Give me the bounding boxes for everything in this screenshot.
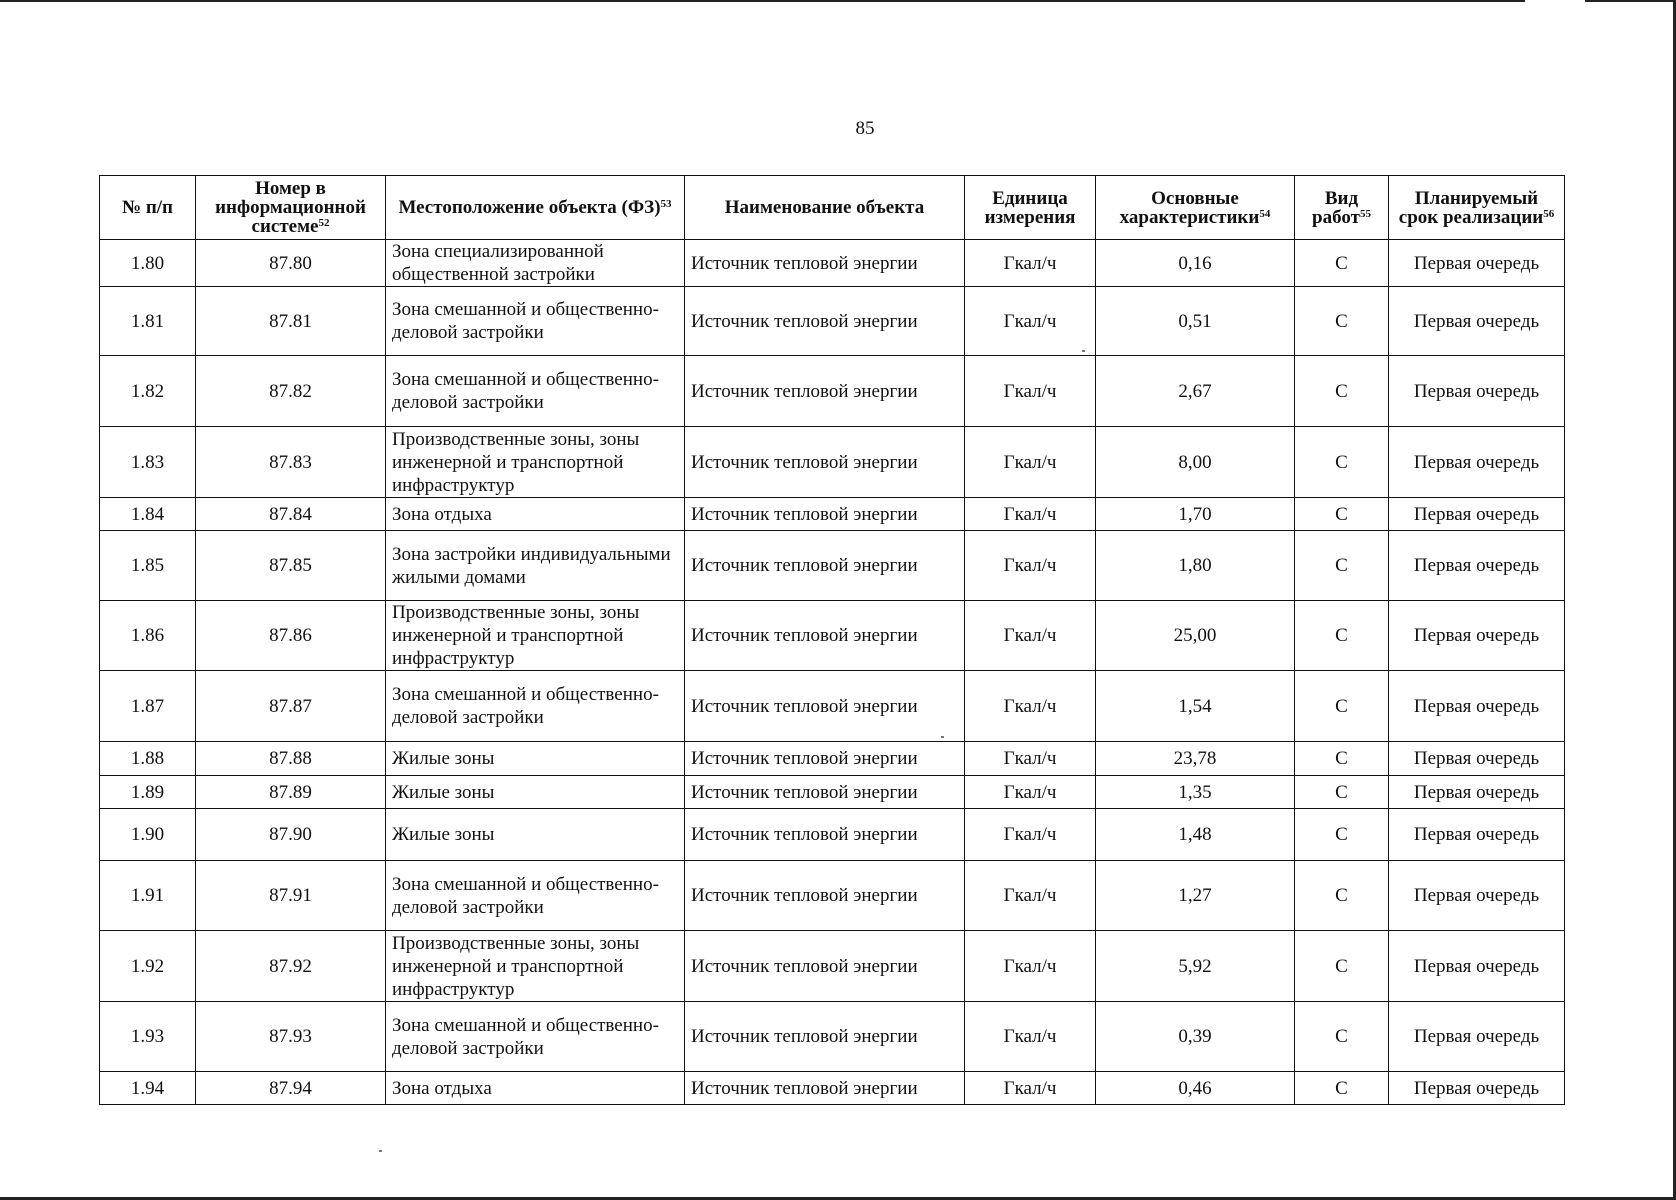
cell-number: 1.84 [100, 498, 196, 531]
cell-characteristic: 23,78 [1096, 742, 1295, 776]
cell-object-name: Источник тепловой энергии [685, 671, 965, 742]
scan-speck [379, 1150, 382, 1152]
cell-object-name: Источник тепловой энергии [685, 1072, 965, 1105]
cell-characteristic: 1,70 [1096, 498, 1295, 531]
cell-characteristic: 1,80 [1096, 531, 1295, 601]
cell-term: Первая очередь [1389, 1072, 1565, 1105]
cell-object-name: Источник тепловой энергии [685, 601, 965, 671]
cell-system-number: 87.93 [196, 1002, 386, 1072]
cell-term: Первая очередь [1389, 931, 1565, 1002]
cell-characteristic: 2,67 [1096, 356, 1295, 427]
cell-term: Первая очередь [1389, 356, 1565, 427]
cell-location: Зона застройки индивидуальными жилыми домами [386, 531, 685, 601]
cell-object-name: Источник тепловой энергии [685, 861, 965, 931]
cell-system-number: 87.90 [196, 809, 386, 861]
cell-location: Зона отдыха [386, 498, 685, 531]
cell-characteristic: 1,54 [1096, 671, 1295, 742]
cell-term: Первая очередь [1389, 809, 1565, 861]
scan-speck [1082, 350, 1085, 352]
cell-term: Первая очередь [1389, 287, 1565, 356]
cell-system-number: 87.81 [196, 287, 386, 356]
table-row [100, 240, 1565, 287]
cell-object-name: Источник тепловой энергии [685, 1002, 965, 1072]
cell-characteristic: 25,00 [1096, 601, 1295, 671]
cell-location: Производственные зоны, зоны инженерной и транспортной инфраструктур [386, 427, 685, 498]
cell-system-number: 87.84 [196, 498, 386, 531]
cell-work-type: С [1295, 601, 1389, 671]
cell-work-type: С [1295, 1002, 1389, 1072]
cell-term: Первая очередь [1389, 671, 1565, 742]
header-cell: Местоположение объекта (ФЗ)$^{53}$ [386, 176, 685, 240]
cell-work-type: С [1295, 931, 1389, 1002]
cell-system-number: 87.87 [196, 671, 386, 742]
cell-work-type: С [1295, 809, 1389, 861]
cell-characteristic: 5,92 [1096, 931, 1295, 1002]
cell-object-name: Источник тепловой энергии [685, 427, 965, 498]
cell-work-type: С [1295, 861, 1389, 931]
cell-system-number: 87.82 [196, 356, 386, 427]
cell-number: 1.87 [100, 671, 196, 742]
table-row [100, 1002, 1565, 1072]
cell-characteristic: 1,27 [1096, 861, 1295, 931]
cell-characteristic: 0,46 [1096, 1072, 1295, 1105]
cell-term: Первая очередь [1389, 498, 1565, 531]
cell-object-name: Источник тепловой энергии [685, 531, 965, 601]
cell-location: Зона смешанной и общественно-деловой застройки [386, 356, 685, 427]
cell-object-name: Источник тепловой энергии [685, 240, 965, 287]
cell-unit: Гкал/ч [965, 601, 1096, 671]
cell-work-type: С [1295, 671, 1389, 742]
table-row [100, 1072, 1565, 1105]
cell-location: Жилые зоны [386, 809, 685, 861]
cell-term: Первая очередь [1389, 531, 1565, 601]
cell-term: Первая очередь [1389, 861, 1565, 931]
header-cell: Наименование объекта [685, 176, 965, 240]
table-row [100, 809, 1565, 861]
cell-work-type: С [1295, 287, 1389, 356]
cell-characteristic: 0,16 [1096, 240, 1295, 287]
cell-number: 1.81 [100, 287, 196, 356]
cell-term: Первая очередь [1389, 1002, 1565, 1072]
cell-system-number: 87.85 [196, 531, 386, 601]
header-cell: Планируемый срок реализации$^{56}$ [1389, 176, 1565, 240]
cell-unit: Гкал/ч [965, 240, 1096, 287]
cell-system-number: 87.92 [196, 931, 386, 1002]
table-row [100, 671, 1565, 742]
cell-system-number: 87.88 [196, 742, 386, 776]
cell-location: Зона смешанной и общественно-деловой застройки [386, 287, 685, 356]
cell-unit: Гкал/ч [965, 287, 1096, 356]
cell-unit: Гкал/ч [965, 742, 1096, 776]
cell-number: 1.83 [100, 427, 196, 498]
cell-system-number: 87.83 [196, 427, 386, 498]
cell-work-type: С [1295, 1072, 1389, 1105]
cell-characteristic: 1,48 [1096, 809, 1295, 861]
page-number: 85 [855, 118, 875, 139]
table-row [100, 287, 1565, 356]
header-cell: Единица измерения [965, 176, 1096, 240]
header-cell: Основные характеристики$^{54}$ [1096, 176, 1295, 240]
cell-object-name: Источник тепловой энергии [685, 742, 965, 776]
cell-work-type: С [1295, 240, 1389, 287]
cell-location: Жилые зоны [386, 742, 685, 776]
header-cell: № п/п [100, 176, 196, 240]
cell-location: Производственные зоны, зоны инженерной и транспортной инфраструктур [386, 601, 685, 671]
cell-system-number: 87.94 [196, 1072, 386, 1105]
cell-term: Первая очередь [1389, 601, 1565, 671]
cell-object-name: Источник тепловой энергии [685, 287, 965, 356]
header-cell: Вид работ$^{55}$ [1295, 176, 1389, 240]
scan-speck [941, 736, 944, 738]
cell-unit: Гкал/ч [965, 498, 1096, 531]
cell-unit: Гкал/ч [965, 671, 1096, 742]
cell-work-type: С [1295, 498, 1389, 531]
header-cell: Номер в информационной системе$^{52}$ [196, 176, 386, 240]
cell-work-type: С [1295, 427, 1389, 498]
cell-unit: Гкал/ч [965, 776, 1096, 809]
cell-number: 1.80 [100, 240, 196, 287]
cell-work-type: С [1295, 356, 1389, 427]
cell-unit: Гкал/ч [965, 356, 1096, 427]
cell-work-type: С [1295, 776, 1389, 809]
table-row [100, 861, 1565, 931]
cell-characteristic: 0,51 [1096, 287, 1295, 356]
cell-characteristic: 8,00 [1096, 427, 1295, 498]
scan-edge-gap [1525, 0, 1585, 2]
cell-location: Зона отдыха [386, 1072, 685, 1105]
cell-characteristic: 0,39 [1096, 1002, 1295, 1072]
cell-object-name: Источник тепловой энергии [685, 809, 965, 861]
table-row [100, 498, 1565, 531]
table-row [100, 601, 1565, 671]
cell-unit: Гкал/ч [965, 931, 1096, 1002]
cell-object-name: Источник тепловой энергии [685, 356, 965, 427]
cell-location: Производственные зоны, зоны инженерной и транспортной инфраструктур [386, 931, 685, 1002]
cell-unit: Гкал/ч [965, 861, 1096, 931]
cell-term: Первая очередь [1389, 427, 1565, 498]
table-row [100, 427, 1565, 498]
cell-location: Зона специализированной общественной застройки [386, 240, 685, 287]
cell-location: Зона смешанной и общественно-деловой застройки [386, 861, 685, 931]
cell-unit: Гкал/ч [965, 1072, 1096, 1105]
cell-work-type: С [1295, 742, 1389, 776]
cell-number: 1.94 [100, 1072, 196, 1105]
cell-number: 1.86 [100, 601, 196, 671]
cell-object-name: Источник тепловой энергии [685, 498, 965, 531]
cell-number: 1.82 [100, 356, 196, 427]
cell-location: Жилые зоны [386, 776, 685, 809]
cell-system-number: 87.89 [196, 776, 386, 809]
cell-term: Первая очередь [1389, 776, 1565, 809]
cell-location: Зона смешанной и общественно-деловой застройки [386, 1002, 685, 1072]
cell-unit: Гкал/ч [965, 531, 1096, 601]
scan-edge-top [0, 0, 1676, 2]
cell-term: Первая очередь [1389, 742, 1565, 776]
objects-table [99, 175, 1565, 1105]
table-row [100, 356, 1565, 427]
table-row [100, 531, 1565, 601]
cell-term: Первая очередь [1389, 240, 1565, 287]
cell-number: 1.92 [100, 931, 196, 1002]
cell-unit: Гкал/ч [965, 809, 1096, 861]
cell-number: 1.88 [100, 742, 196, 776]
cell-number: 1.85 [100, 531, 196, 601]
cell-object-name: Источник тепловой энергии [685, 776, 965, 809]
table-header-row [100, 176, 1565, 240]
cell-system-number: 87.80 [196, 240, 386, 287]
cell-work-type: С [1295, 531, 1389, 601]
table-body [100, 240, 1565, 1105]
cell-number: 1.89 [100, 776, 196, 809]
cell-system-number: 87.91 [196, 861, 386, 931]
cell-number: 1.90 [100, 809, 196, 861]
cell-number: 1.93 [100, 1002, 196, 1072]
cell-characteristic: 1,35 [1096, 776, 1295, 809]
cell-object-name: Источник тепловой энергии [685, 931, 965, 1002]
cell-unit: Гкал/ч [965, 1002, 1096, 1072]
table-row [100, 776, 1565, 809]
cell-unit: Гкал/ч [965, 427, 1096, 498]
cell-system-number: 87.86 [196, 601, 386, 671]
table-row [100, 742, 1565, 776]
table-row [100, 931, 1565, 1002]
cell-number: 1.91 [100, 861, 196, 931]
cell-location: Зона смешанной и общественно-деловой застройки [386, 671, 685, 742]
